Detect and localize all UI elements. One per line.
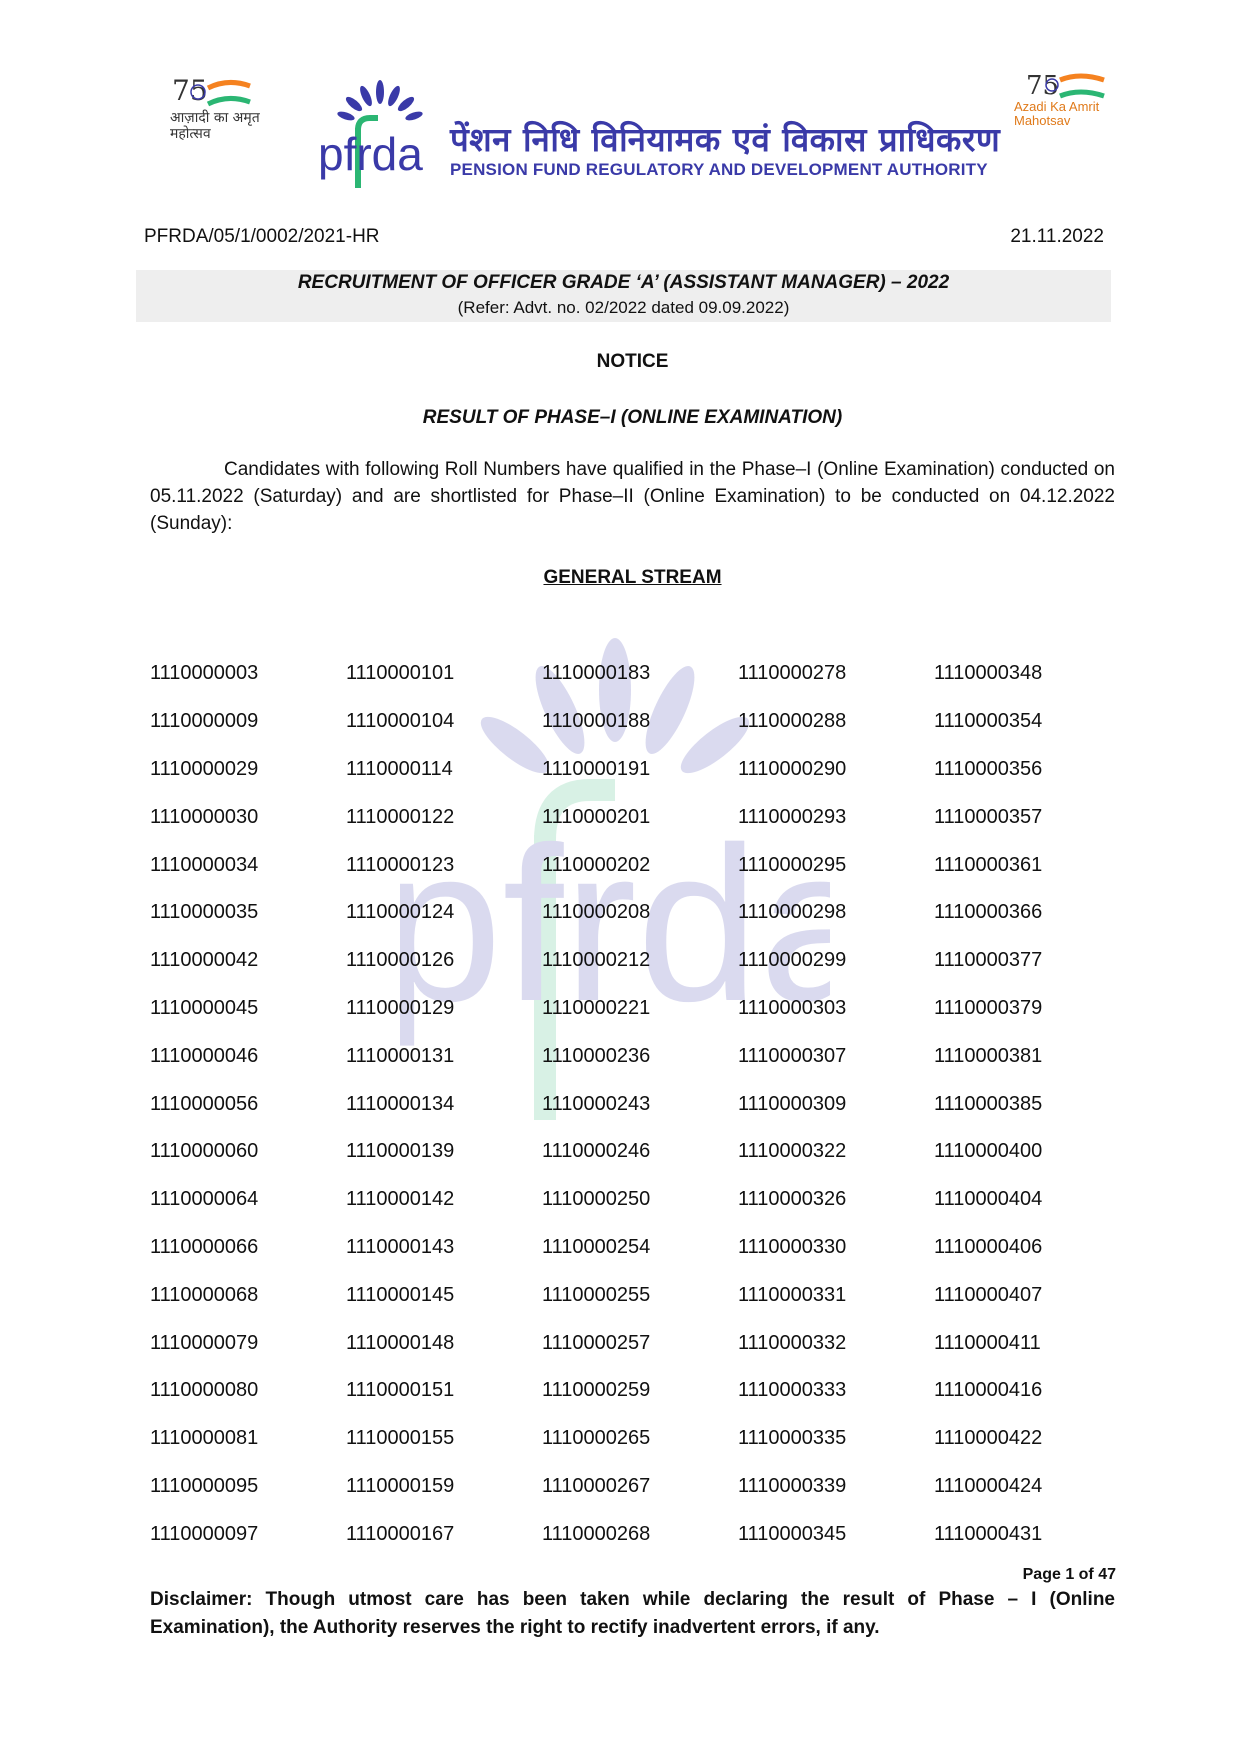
roll-number: 1110000322: [738, 1140, 847, 1163]
svg-text:pfrda: pfrda: [400, 801, 830, 1047]
roll-number: 1110000129: [346, 996, 455, 1019]
svg-text:pfrda: pfrda: [318, 128, 423, 180]
roll-number: 1110000250: [542, 1188, 651, 1211]
roll-number: 1110000167: [346, 1522, 455, 1545]
roll-number: 1110000290: [738, 757, 847, 780]
roll-number: 1110000335: [738, 1427, 847, 1450]
recruitment-title: RECRUITMENT OF OFFICER GRADE ‘A’ (ASSISTANT MANAGER) – 2022: [297, 272, 950, 293]
roll-number: 1110000126: [346, 949, 455, 972]
roll-number: 1110000183: [542, 662, 651, 685]
roll-number: 1110000139: [346, 1140, 455, 1163]
roll-number: 1110000307: [738, 1044, 847, 1067]
roll-number: 1110000142: [346, 1188, 455, 1211]
roll-number: 1110000246: [542, 1140, 651, 1163]
roll-number: 1110000295: [738, 853, 847, 876]
roll-row: [150, 1080, 1130, 1128]
roll-number: 1110000330: [738, 1235, 847, 1258]
roll-number: 1110000331: [738, 1283, 847, 1306]
roll-number: 1110000361: [934, 853, 1043, 876]
roll-row: [150, 1128, 1130, 1176]
roll-row: [150, 698, 1130, 746]
roll-number: 1110000257: [542, 1331, 651, 1354]
roll-row: [150, 746, 1130, 794]
roll-number: 1110000268: [542, 1522, 651, 1545]
roll-number: 1110000278: [738, 662, 847, 685]
roll-number: 1110000148: [346, 1331, 455, 1354]
roll-number: 1110000202: [542, 853, 651, 876]
roll-number: 1110000406: [934, 1235, 1043, 1258]
roll-number: 1110000243: [542, 1092, 651, 1115]
svg-text:75: 75: [172, 74, 208, 107]
roll-number: 1110000208: [542, 901, 651, 924]
roll-number: 1110000191: [542, 757, 651, 780]
roll-number: 1110000101: [346, 662, 455, 685]
roll-number: 1110000298: [738, 901, 847, 924]
roll-number: 1110000357: [934, 805, 1043, 828]
roll-number: 1110000404: [934, 1188, 1043, 1211]
roll-number: 1110000097: [150, 1522, 259, 1545]
roll-number: 1110000042: [150, 949, 259, 972]
roll-number: 1110000267: [542, 1474, 651, 1497]
roll-number: 1110000348: [934, 662, 1043, 685]
roll-number: 1110000339: [738, 1474, 847, 1497]
roll-number: 1110000151: [346, 1379, 455, 1402]
roll-number: 1110000095: [150, 1474, 259, 1497]
roll-number: 1110000046: [150, 1044, 259, 1067]
result-heading: RESULT OF PHASE–I (ONLINE EXAMINATION): [422, 407, 843, 428]
roll-number: 1110000236: [542, 1044, 651, 1067]
roll-number: 1110000034: [150, 853, 259, 876]
roll-number: 1110000212: [542, 949, 651, 972]
roll-number: 1110000366: [934, 901, 1043, 924]
roll-row: [150, 1367, 1130, 1415]
roll-row: [150, 889, 1130, 937]
reference-date: 21.11.2022: [1010, 226, 1104, 247]
pfrda-logo: [318, 70, 443, 190]
roll-number: 1110000422: [934, 1427, 1043, 1450]
roll-number: 1110000134: [346, 1092, 455, 1115]
roll-row: [150, 1415, 1130, 1463]
roll-row: [150, 793, 1130, 841]
disclaimer-label: Disclaimer:: [150, 1589, 253, 1610]
roll-number: 1110000045: [150, 996, 259, 1019]
roll-number: 1110000143: [346, 1235, 455, 1258]
org-name-english: PENSION FUND REGULATORY AND DEVELOPMENT AUTHORITY: [450, 160, 988, 179]
roll-number: 1110000377: [934, 949, 1043, 972]
roll-row: [150, 1463, 1130, 1511]
roll-number: 1110000333: [738, 1379, 847, 1402]
roll-number: 1110000079: [150, 1331, 259, 1354]
roll-number: 1110000254: [542, 1235, 651, 1258]
roll-number: 1110000068: [150, 1283, 259, 1306]
roll-number: 1110000114: [346, 757, 453, 780]
roll-number: 1110000056: [150, 1092, 259, 1115]
svg-text:75: 75: [1026, 71, 1060, 101]
notice-heading: NOTICE: [596, 351, 669, 372]
roll-number: 1110000288: [738, 710, 847, 733]
roll-number: 1110000400: [934, 1140, 1043, 1163]
logo-left-caption: आज़ादी का अमृत महोत्सव: [170, 110, 260, 142]
roll-number: 1110000293: [738, 805, 847, 828]
roll-number: 1110000379: [934, 996, 1043, 1019]
roll-row: [150, 1224, 1130, 1272]
roll-number: 1110000255: [542, 1283, 651, 1306]
roll-number: 1110000309: [738, 1092, 847, 1115]
roll-number: 1110000064: [150, 1188, 259, 1211]
roll-number: 1110000299: [738, 949, 847, 972]
advertisement-reference: (Refer: Advt. no. 02/2022 dated 09.09.2022): [457, 298, 790, 317]
roll-row: [150, 1271, 1130, 1319]
roll-row: [150, 1032, 1130, 1080]
roll-number: 1110000145: [346, 1283, 455, 1306]
roll-number: 1110000030: [150, 805, 259, 828]
roll-row: [150, 650, 1130, 698]
org-name-hindi: पेंशन निधि विनियामक एवं विकास प्राधिकरण: [450, 120, 1001, 159]
logo-right-caption: Azadi Ka Amrit Mahotsav: [1014, 99, 1100, 128]
roll-number: 1110000381: [934, 1044, 1043, 1067]
roll-number: 1110000188: [542, 710, 651, 733]
roll-row: [150, 1510, 1130, 1558]
roll-number: 1110000081: [150, 1427, 259, 1450]
roll-number: 1110000303: [738, 996, 847, 1019]
roll-number: 1110000104: [346, 710, 455, 733]
roll-number: 1110000080: [150, 1379, 259, 1402]
roll-number: 1110000356: [934, 757, 1043, 780]
roll-number: 1110000060: [150, 1140, 259, 1163]
qualification-paragraph: Candidates with following Roll Numbers have qualified in the Phase–I (Online Examination) conducted on 05.11.2022 (Saturday) and are shortlisted for Phase–II (Online Examination) to be conducted on 04.12.2022 (Sunday):: [150, 459, 1115, 534]
roll-number: 1110000332: [738, 1331, 847, 1354]
roll-number: 1110000122: [346, 805, 455, 828]
roll-number: 1110000431: [934, 1522, 1043, 1545]
roll-number: 1110000411: [934, 1331, 1041, 1354]
roll-row: [150, 841, 1130, 889]
roll-number: 1110000159: [346, 1474, 455, 1497]
roll-number-grid: [150, 650, 1130, 1558]
stream-heading: GENERAL STREAM: [543, 567, 722, 588]
page-number: Page 1 of 47: [1022, 1566, 1116, 1583]
roll-number: 1110000265: [542, 1427, 651, 1450]
roll-row: [150, 1319, 1130, 1367]
roll-row: [150, 937, 1130, 985]
roll-row: [150, 985, 1130, 1033]
reference-number: PFRDA/05/1/0002/2021-HR: [144, 226, 380, 247]
roll-number: 1110000424: [934, 1474, 1043, 1497]
roll-number: 1110000407: [934, 1283, 1043, 1306]
roll-row: [150, 1176, 1130, 1224]
roll-number: 1110000416: [934, 1379, 1043, 1402]
roll-number: 1110000035: [150, 901, 259, 924]
roll-number: 1110000131: [346, 1044, 455, 1067]
roll-number: 1110000066: [150, 1235, 259, 1258]
disclaimer: [150, 1586, 1115, 1642]
roll-number: 1110000123: [346, 853, 455, 876]
roll-number: 1110000029: [150, 757, 259, 780]
roll-number: 1110000259: [542, 1379, 651, 1402]
roll-number: 1110000221: [542, 996, 651, 1019]
roll-number: 1110000354: [934, 710, 1043, 733]
disclaimer-text: Though utmost care has been taken while declaring the result of Phase – I (Online Examination), the Authority reserves the right to rectify inadvertent errors, if any.: [150, 1589, 1115, 1638]
roll-number: 1110000326: [738, 1188, 847, 1211]
roll-number: 1110000009: [150, 710, 259, 733]
roll-number: 1110000385: [934, 1092, 1043, 1115]
roll-number: 1110000155: [346, 1427, 455, 1450]
roll-number: 1110000124: [346, 901, 455, 924]
roll-number: 1110000201: [542, 805, 651, 828]
roll-number: 1110000003: [150, 662, 259, 685]
roll-number: 1110000345: [738, 1522, 847, 1545]
